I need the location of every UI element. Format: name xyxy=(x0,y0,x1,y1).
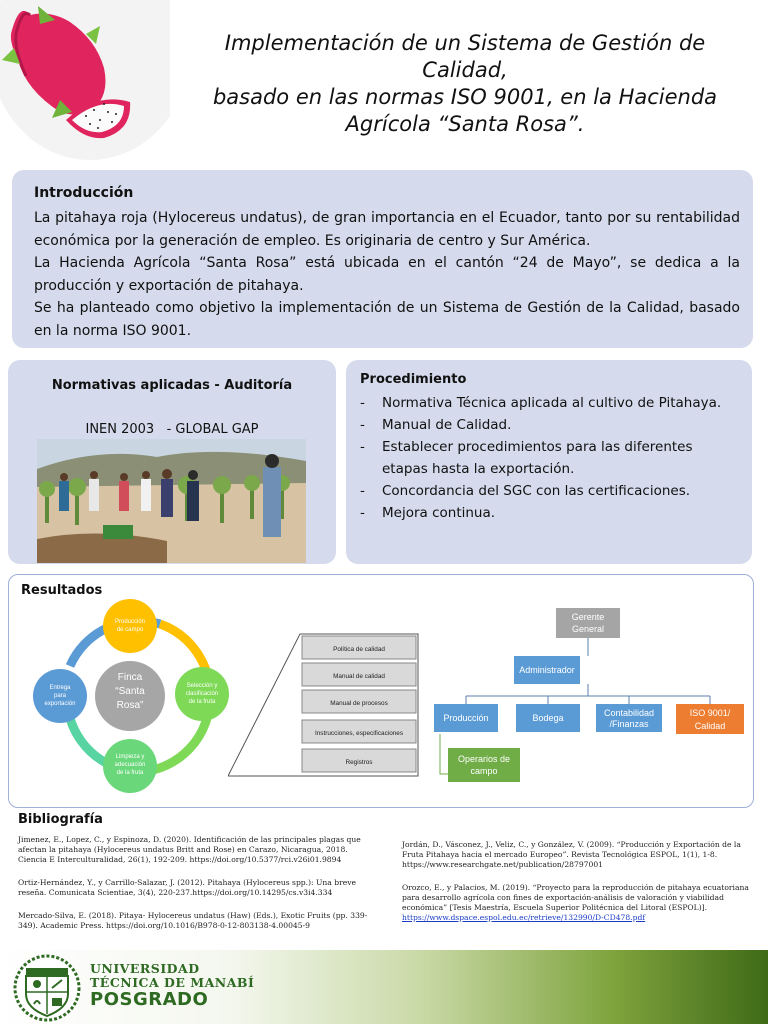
list-item: - Mejora continua. xyxy=(360,502,740,524)
org-label: Operarios de xyxy=(457,754,511,764)
pyramid-level: Política de calidad xyxy=(333,646,385,653)
list-item: - Establecer procedimientos para las diferentes etapas hasta la exportación. xyxy=(360,436,740,480)
org-label: General xyxy=(571,624,605,634)
university-seal-logo xyxy=(12,954,82,1022)
procedimiento-panel xyxy=(346,360,752,564)
node-label: clasificación xyxy=(185,691,219,697)
node-label: de la fruta xyxy=(188,699,216,705)
org-label: Administrador xyxy=(519,665,575,675)
list-item: - Normativa Técnica aplicada al cultivo de Pitahaya. xyxy=(360,392,740,414)
document-pyramid-diagram xyxy=(228,632,420,778)
reference: Mercado-Silva, E. (2018). Pitaya- Hylocereus undatus (Haw) (Eds.), Exotic Fruits (pp. 339-349). Academic Press. https://doi.org/10.1016/B978-0-12-803138-4.00045-9 xyxy=(18,911,368,930)
intro-text xyxy=(34,207,740,342)
title-line: Agrícola “Santa Rosa”. xyxy=(345,112,585,136)
list-item: - Concordancia del SGC con las certificaciones. xyxy=(360,480,740,502)
audit-field-photo xyxy=(37,439,306,563)
resultados-heading: Resultados xyxy=(21,583,103,598)
node-label: Entrega xyxy=(49,685,71,691)
pitahaya-fruit-image xyxy=(0,0,170,160)
reference: Orozco, E., y Palacios, M. (2019). “Proyecto para la reproducción de pitahaya ecuatoriana para desarrollo agrícola con fines de exportación-análisis de valoración y viabilidad económica” [Tesis Maestría, Escuela Superior Politécnica del Litoral (ESPOL)]. xyxy=(402,883,749,912)
pyramid-level: Registros xyxy=(345,759,373,766)
pyramid-level: Manual de procesos xyxy=(330,700,388,707)
posgrado-label: POSGRADO xyxy=(90,989,209,1010)
org-label: campo xyxy=(470,766,498,776)
university-name-line: UNIVERSIDAD xyxy=(90,961,200,976)
bibliografia-heading: Bibliografía xyxy=(18,812,103,827)
org-label: Bodega xyxy=(532,713,564,723)
procedimiento-heading: Procedimiento xyxy=(360,372,467,387)
title-line: basado en las normas ISO 9001, en la Hacienda xyxy=(212,85,718,109)
pyramid-level: Instrucciones, especificaciones xyxy=(314,730,404,737)
bibliografia-right xyxy=(402,840,752,923)
reference: Jordán, D., Vásconez, J., Veliz, C., y González, V. (2009). “Producción y Exportación de la Fruta Pitahaya hacia el mercado Europeo”. Revista Tecnológica ESPOL, 1(1), 1-8. https://www.researchgate.net/publication/28797001 xyxy=(402,840,741,869)
node-label: Producción xyxy=(114,619,146,625)
org-label: Gerente xyxy=(571,612,605,622)
procedimiento-list xyxy=(360,392,740,524)
reference-link[interactable]: https://www.dspace.espol.edu.ec/retrieve/132990/D-CD478.pdf xyxy=(402,913,646,922)
intro-paragraph: Se ha planteado como objetivo la implementación de un Sistema de Gestión de la Calidad, basado en la norma ISO 9001. xyxy=(34,300,740,339)
node-label: de la fruta xyxy=(116,770,144,776)
node-label: Limpieza y xyxy=(115,754,145,760)
node-label: exportación xyxy=(44,701,76,707)
reference: Jimenez, E., Lopez, C., y Espinoza, D. (2020). Identificación de las principales plagas que afectan la pitahaya (Hylocereus undatus Britt and Rose) en Carazo, Nicaragua, 2018. Ciencia E Interculturalidad, 26(1), 192-209. https://doi.org/10.5377/rci.v26i01.9894 xyxy=(18,835,361,864)
center-label: Finca xyxy=(117,672,143,683)
university-name-line: TÉCNICA DE MANABÍ xyxy=(90,975,255,990)
university-name xyxy=(90,962,254,990)
normativas-standards: INEN 2003 - GLOBAL GAP xyxy=(85,422,259,437)
node-produccion xyxy=(103,599,157,653)
org-label: Calidad xyxy=(694,721,726,731)
intro-panel xyxy=(12,170,753,348)
org-label: Producción xyxy=(443,713,489,723)
list-item: - Manual de Calidad. xyxy=(360,414,740,436)
node-label: para xyxy=(53,693,67,699)
intro-paragraph: La Hacienda Agrícola “Santa Rosa” está ubicada en el cantón “24 de Mayo”, se dedica a la producción y exportación de pitahaya. xyxy=(34,255,740,294)
node-label: de campo xyxy=(116,627,144,633)
process-cycle-diagram xyxy=(30,596,240,796)
reference: Ortiz-Hernández, Y., y Carrillo-Salazar, J. (2012). Pitahaya (Hylocereus spp.): Una breve reseña. Comunicata Scientiae, 3(4), 220-237.https://doi.org/10.14295/cs.v3i4.334 xyxy=(18,878,357,897)
org-chart xyxy=(430,606,750,788)
node-label: Selección y xyxy=(186,683,218,689)
org-label: ISO 9001/ xyxy=(689,708,731,718)
intro-paragraph: La pitahaya roja (Hylocereus undatus), de gran importancia en el Ecuador, tanto por su rentabilidad económica por la generación de empleo. Es originaria de centro y Sur América. xyxy=(34,210,740,249)
pyramid-level: Manual de calidad xyxy=(333,673,385,680)
org-label: /Finanzas xyxy=(609,719,649,729)
title-line: Implementación de un Sistema de Gestión de Calidad, xyxy=(224,31,706,82)
poster-title xyxy=(190,30,740,138)
org-label: Contabilidad xyxy=(603,708,655,718)
center-label: Rosa” xyxy=(116,700,144,711)
bibliografia-left xyxy=(18,835,378,944)
center-label: “Santa xyxy=(115,686,145,697)
node-label: adecuación xyxy=(114,762,146,768)
intro-heading: Introducción xyxy=(34,185,134,201)
normativas-heading: Normativas aplicadas - Auditoría xyxy=(51,378,293,393)
